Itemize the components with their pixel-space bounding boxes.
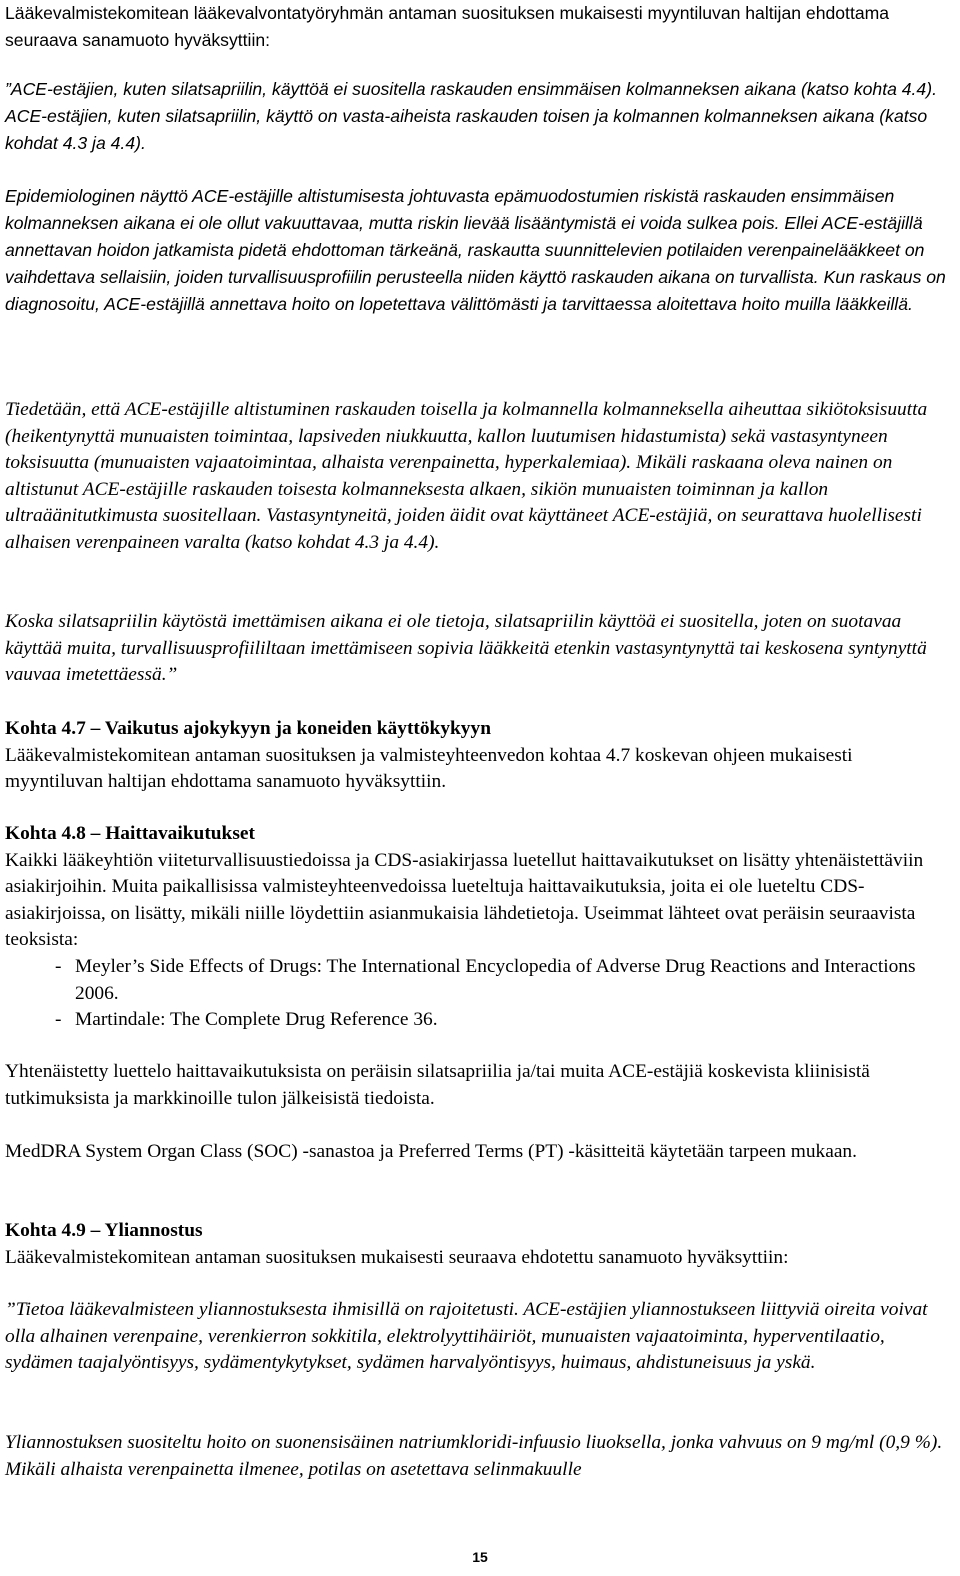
- section-4-9: [5, 1218, 953, 1271]
- intro-paragraph: Lääkevalmistekomitean lääkevalvontatyöryhmän antaman suosituksen mukaisesti myyntiluvan haltijan ehdottama seuraava sanamuoto hyväksyttiin:: [5, 3, 890, 50]
- meddra-paragraph: MedDRA System Organ Class (SOC) -sanastoa ja Preferred Terms (PT) -käsitteitä käytetään tarpeen mukaan.: [5, 1141, 857, 1162]
- section-4-8-heading: Kohta 4.8 – Haittavaikutukset: [5, 823, 255, 844]
- overdose-quote-paragraph-2: Yliannostuksen suositeltu hoito on suonensisäinen natriumkloridi-infuusio liuoksella, jonka vahvuus on 9 mg/ml (0,9 %). Mikäli alhaista verenpainetta ilmenee, potilas on asetettava selinmakuulle: [5, 1432, 943, 1480]
- page-number: 15: [472, 1549, 488, 1565]
- pregnancy-quote-paragraph-1: ”ACE-estäjien, kuten silatsapriilin, käyttöä ei suositella raskauden ensimmäisen kolmanneksen aikana (katso kohta 4.4). ACE-estäjien, kuten silatsapriilin, käyttö on vasta-aiheista raskauden toisen ja kolmannen kolmanneksen aikana (katso kohdat 4.3 ja 4.4).: [5, 79, 937, 153]
- section-4-8-body: Kaikki lääkeyhtiön viiteturvallisuustiedoissa ja CDS-asiakirjassa luetellut haittavaikutukset on lisätty yhtenäistettäviin asiakirjoihin. Muita paikallisissa valmisteyhteenvedoissa lueteltuja haittavaikutuksia, joita ei ole lueteltu CDS-asiakirjoissa, on lisätty, mikäli niille löydettiin asianmukaisia lähdetietoja. Useimmat lähteet ovat peräisin seuraavista teoksista:: [5, 849, 924, 951]
- source-text: Martindale: The Complete Drug Reference 36.: [75, 1009, 438, 1031]
- section-4-9-heading: Kohta 4.9 – Yliannostus: [5, 1220, 203, 1241]
- list-dash: -: [55, 1009, 62, 1031]
- section-4-8: [5, 821, 953, 1034]
- unified-list-paragraph: Yhtenäistetty luettelo haittavaikutuksista on peräisin silatsapriilia ja/tai muita ACE-estäjiä koskevista kliinisistä tutkimuksista ja markkinoille tulon jälkeisistä tiedoista.: [5, 1061, 870, 1109]
- pregnancy-quote-paragraph-3: Tiedetään, että ACE-estäjille altistuminen raskauden toisella ja kolmannella kolmanneksella aiheuttaa sikiötoksisuutta (heikentynyttä munuaisten toimintaa, lapsiveden niukkuutta, kallon luutumisen hidastumista) sekä vastasyntyneen toksisuutta (munuaisten vajaatoimintaa, alhaista verenpainetta, hyperkalemiaa). Mikäli raskaana oleva nainen on altistunut ACE-estäjille raskauden toisesta kolmanneksesta alkaen, sikiön munuaisten toiminnan ja kallon ultraäänitutkimusta suositellaan. Vastasyntyneitä, joiden äidit ovat käyttäneet ACE-estäjiä, on seurattava huolellisesti alhaisen verenpaineen varalta (katso kohdat 4.3 ja 4.4).: [5, 399, 928, 553]
- list-dash: -: [55, 955, 62, 977]
- section-4-7: [5, 716, 953, 796]
- source-text: Meyler’s Side Effects of Drugs: The International Encyclopedia of Adverse Drug Reactions and Interactions 2006.: [75, 955, 916, 1004]
- list-item: [5, 954, 953, 1007]
- list-item: [5, 1007, 953, 1034]
- overdose-quote-paragraph-1: ”Tietoa lääkevalmisteen yliannostuksesta ihmisillä on rajoitetusti. ACE-estäjien yliannostukseen liittyviä oireita voivat olla alhainen verenpaine, verenkierron sokkitila, elektrolyyttihäiriöt, munuaisten vajaatoiminta, hyperventilaatio, sydämen taajalyöntisyys, sydämentykytykset, sydämen harvalyöntisyys, huimaus, ahdistuneisuus ja yskä.: [5, 1299, 928, 1374]
- section-4-7-body: Lääkevalmistekomitean antaman suosituksen ja valmisteyhteenvedon kohtaa 4.7 koskevan ohjeen mukaisesti myyntiluvan haltijan ehdottama sanamuoto hyväksyttiin.: [5, 744, 853, 793]
- section-4-9-body: Lääkevalmistekomitean antaman suosituksen mukaisesti seuraava ehdotettu sanamuoto hyväksyttiin:: [5, 1246, 789, 1268]
- sources-list: [5, 954, 953, 1034]
- lactation-quote-paragraph: Koska silatsapriilin käytöstä imettämisen aikana ei ole tietoja, silatsapriilin käyttöä ei suositella, joten on suotavaa käyttää muita, turvallisuusprofiililtaan imettämiseen sopivia lääkkeitä etenkin vastasyntynyttä tai keskosena syntynyttä vauvaa imetettäessä.”: [5, 611, 927, 686]
- pregnancy-quote-paragraph-2: Epidemiologinen näyttö ACE-estäjille altistumisesta johtuvasta epämuodostumien riskistä raskauden ensimmäisen kolmanneksen aikana ei ole ollut vakuuttavaa, mutta riskin lievää lisääntymistä ei voida sulkea pois. Ellei ACE-estäjillä annettavan hoidon jatkamista pidetä ehdottoman tärkeänä, raskautta suunnittelevien potilaiden verenpainelääkkeet on vaihdettava sellaisiin, joiden turvallisuusprofiilin perusteella niiden käyttö raskauden aikana on turvallista. Kun raskaus on diagnosoitu, ACE-estäjillä annettava hoito on lopetettava välittömästi ja tarvittaessa aloitettava hoito muilla lääkkeillä.: [5, 186, 946, 314]
- section-4-7-heading: Kohta 4.7 – Vaikutus ajokykyyn ja koneiden käyttökykyyn: [5, 718, 491, 739]
